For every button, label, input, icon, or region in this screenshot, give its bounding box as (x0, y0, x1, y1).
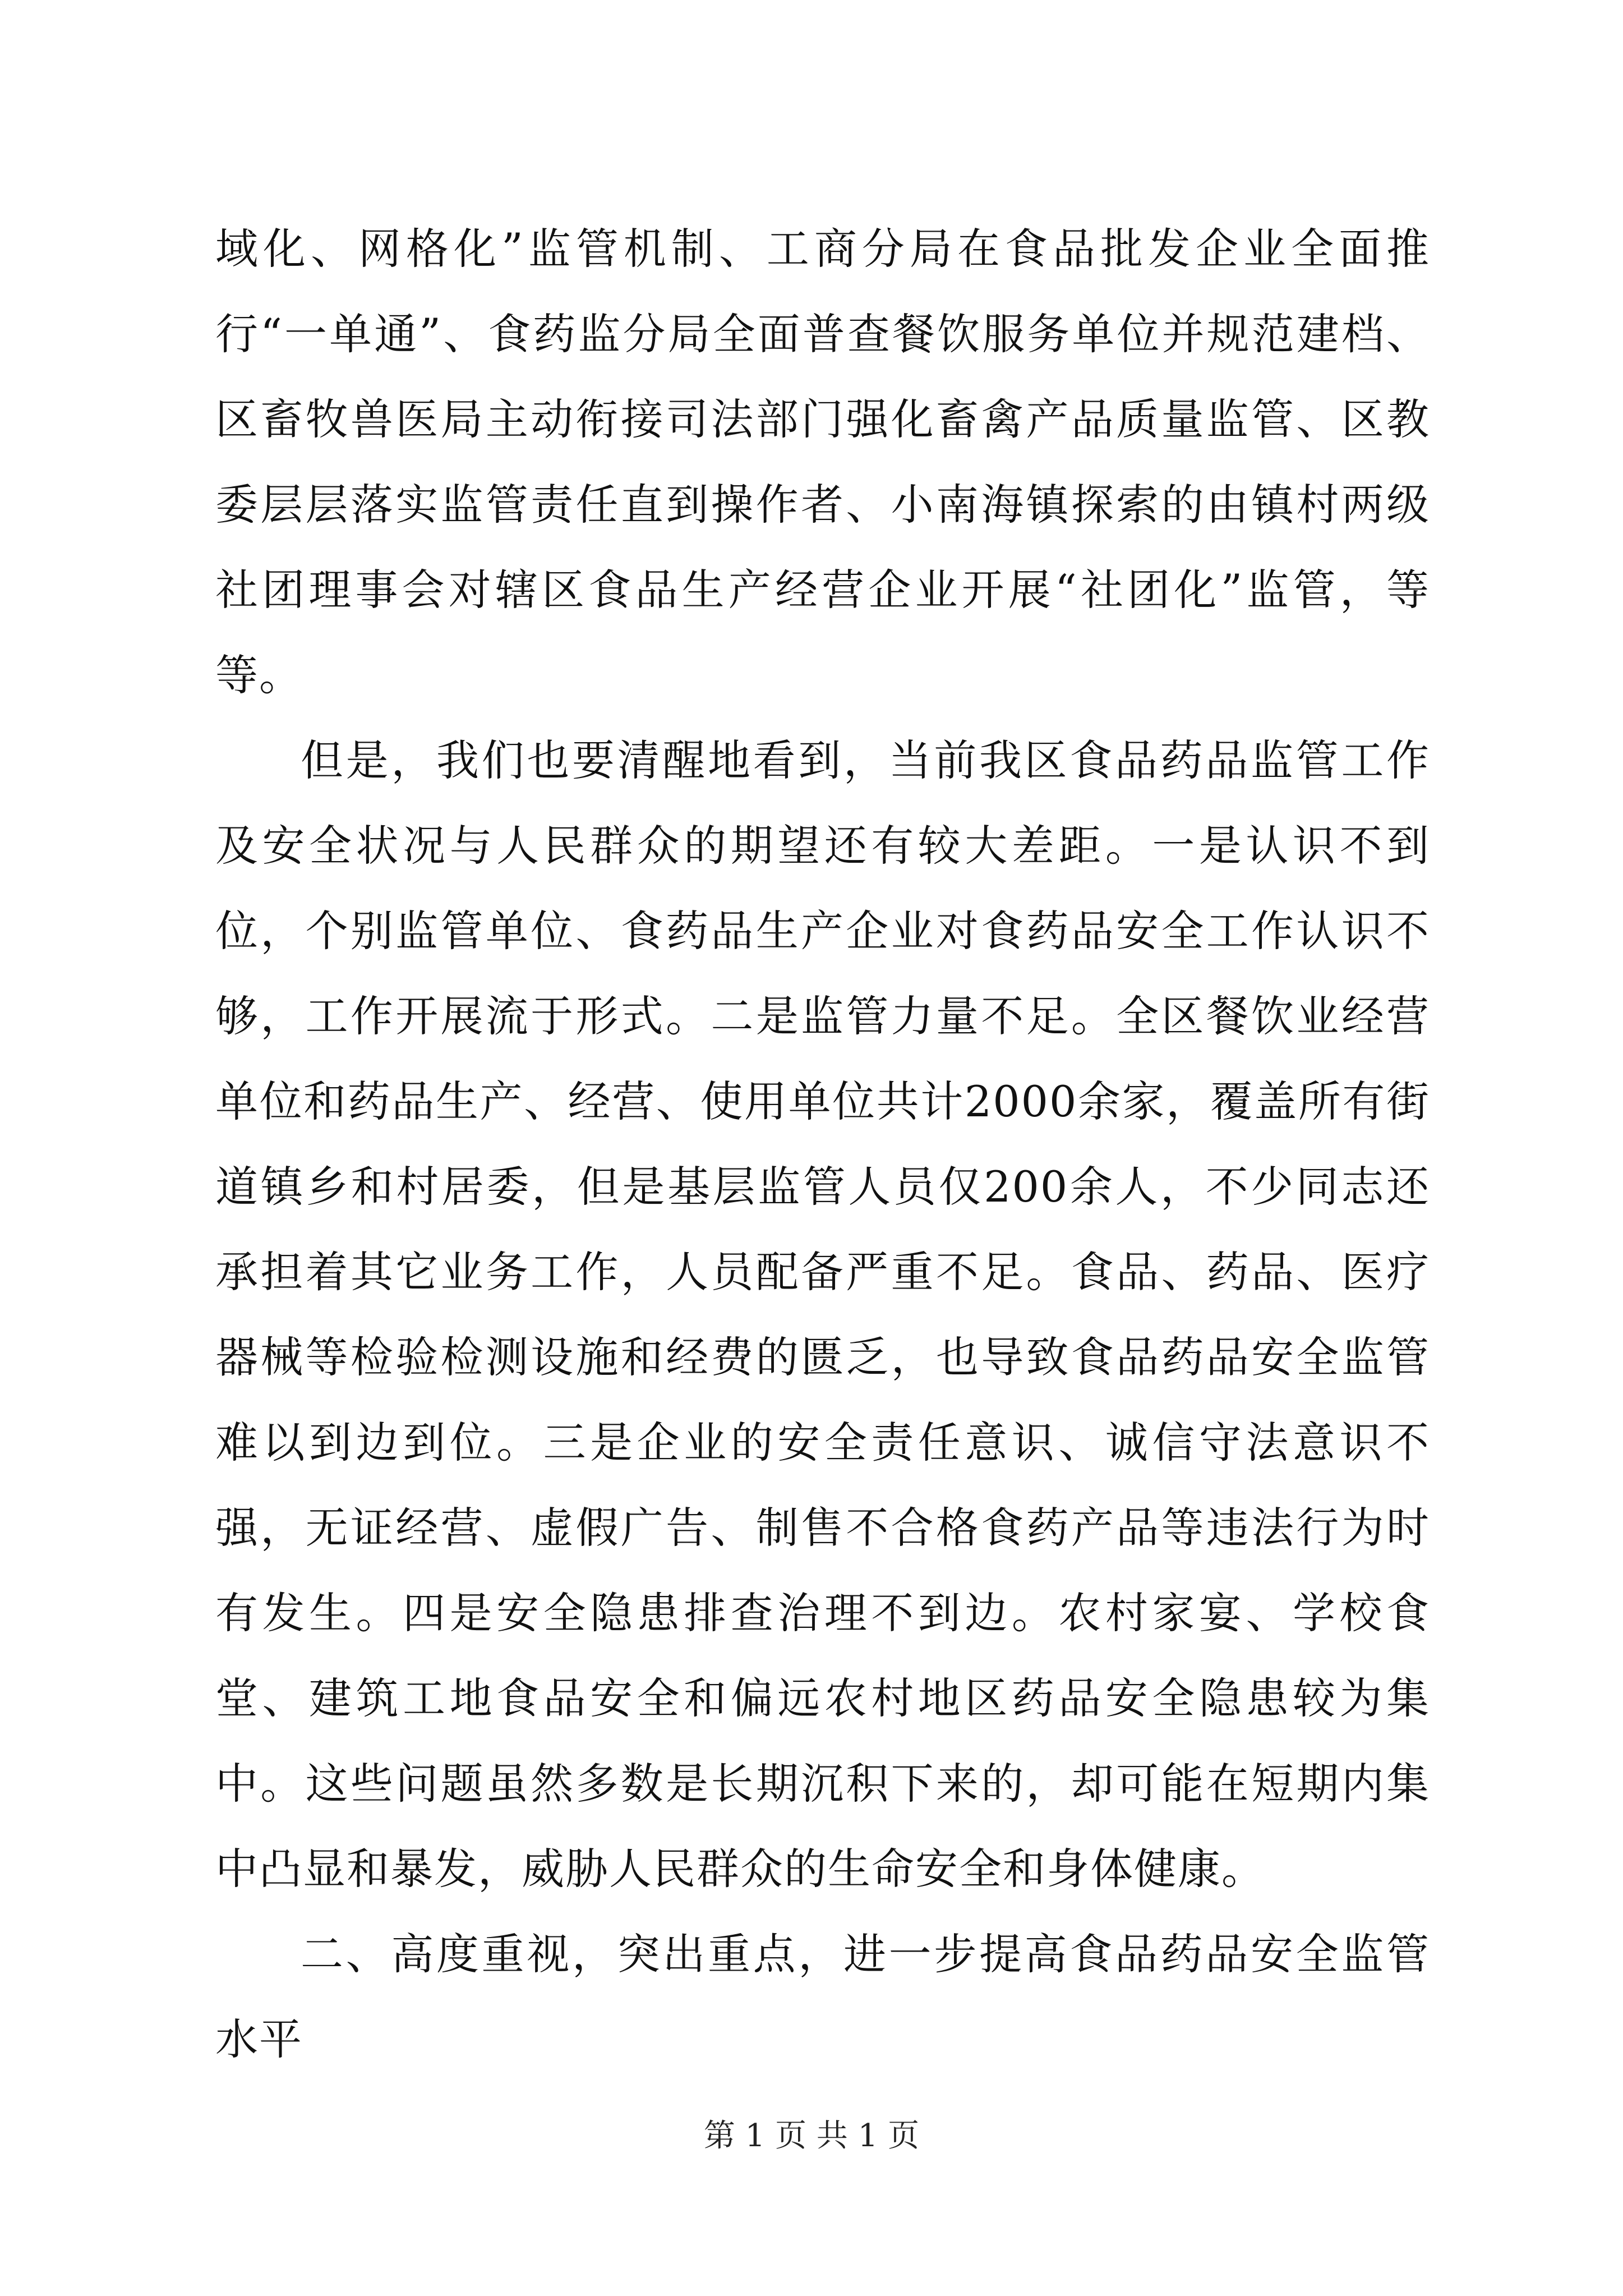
paragraph-continuation: 域化、网格化”监管机制、工商分局在食品批发企业全面推行“一单通”、食药监分局全面普查餐饮服务单位并规范建档、区畜牧兽医局主动衔接司法部门强化畜禽产品质量监管、区教委层层落实监管责任直到操作者、小南海镇探索的由镇村两级社团理事会对辖区食品生产经营企业开展“社团化”监管，等等。 (215, 224, 1430, 700)
section-heading-two: 二、高度重视，突出重点，进一步提高食品药品安全监管水平 (215, 1929, 1430, 2064)
paragraph-problems: 但是，我们也要清醒地看到，当前我区食品药品监管工作及安全状况与人民群众的期望还有较大差距。一是认识不到位，个别监管单位、食药品生产企业对食药品安全工作认识不够，工作开展流于形式。二是监管力量不足。全区餐饮业经营单位和药品生产、经营、使用单位共计2000余家，覆盖所有街道镇乡和村居委，但是基层监管人员仅200余人，不少同志还承担着其它业务工作，人员配备严重不足。食品、药品、医疗器械等检验检测设施和经费的匮乏，也导致食品药品安全监管难以到边到位。三是企业的安全责任意识、诚信守法意识不强，无证经营、虚假广告、制售不合格食药产品等违法行为时有发生。四是安全隐患排查治理不到边。农村家宴、学校食堂、建筑工地食品安全和偏远农村地区药品安全隐患较为集中。这些问题虽然多数是长期沉积下来的，却可能在短期内集中凸显和暴发，威胁人民群众的生命安全和身体健康。 (215, 735, 1430, 1894)
document-body (215, 206, 1430, 2082)
page-footer: 第 1 页 共 1 页 (703, 2118, 920, 2154)
